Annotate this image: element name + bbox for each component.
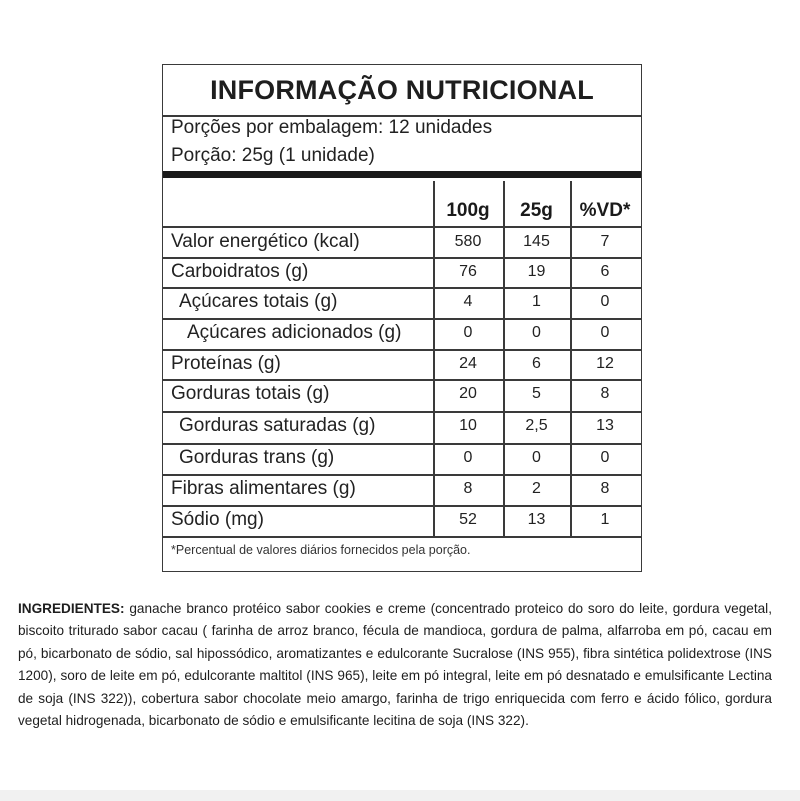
cell-vd: 0 [600, 324, 610, 341]
row-divider [163, 474, 641, 476]
row-label-total-fat: Gorduras totais (g) [171, 383, 330, 404]
nutrition-title: INFORMAÇÃO NUTRICIONAL [210, 75, 594, 105]
daily-value-footnote: *Percentual de valores diários fornecidos pela porção. [171, 543, 471, 557]
column-header-vd: %VD* [579, 200, 631, 221]
row-label-energy: Valor energético (kcal) [171, 231, 360, 252]
table-bottom-divider [163, 536, 641, 538]
ingredients-paragraph [18, 598, 772, 732]
thick-divider [163, 171, 641, 178]
cell-25g: 1 [532, 293, 541, 310]
cell-100g: 580 [454, 233, 482, 250]
cell-100g: 10 [459, 417, 477, 434]
row-label-carbs: Carboidratos (g) [171, 261, 309, 282]
column-header-100g: 100g [446, 200, 490, 221]
cell-vd: 12 [596, 355, 614, 372]
nutrition-facts-panel [162, 64, 642, 572]
row-divider [163, 443, 641, 445]
cell-100g: 0 [463, 324, 473, 341]
cell-25g: 0 [532, 324, 541, 341]
cell-vd: 8 [600, 385, 610, 402]
row-label-trans-fat: Gorduras trans (g) [179, 447, 335, 468]
cell-25g: 2,5 [525, 417, 548, 434]
row-divider [163, 287, 641, 289]
cell-100g: 52 [459, 511, 477, 528]
cell-25g: 145 [523, 233, 550, 250]
cell-vd: 0 [600, 293, 610, 310]
row-divider [163, 257, 641, 259]
cell-100g: 20 [459, 385, 477, 402]
row-label-total-sugars: Açúcares totais (g) [179, 291, 338, 312]
cell-25g: 6 [532, 355, 541, 372]
cell-100g: 76 [459, 263, 477, 280]
bottom-band [0, 790, 800, 801]
cell-vd: 0 [600, 449, 610, 466]
cell-25g: 0 [532, 449, 541, 466]
cell-100g: 8 [463, 480, 473, 497]
cell-25g: 13 [527, 511, 546, 528]
cell-vd: 6 [600, 263, 610, 280]
cell-vd: 8 [600, 480, 610, 497]
cell-100g: 0 [463, 449, 473, 466]
ingredients-heading: INGREDIENTES: [18, 601, 125, 616]
row-divider [163, 349, 641, 351]
row-divider [163, 505, 641, 507]
row-label-sodium: Sódio (mg) [171, 509, 264, 530]
serving-size: Porção: 25g (1 unidade) [171, 145, 375, 166]
row-divider [163, 318, 641, 320]
servings-per-package: Porções por embalagem: 12 unidades [171, 117, 493, 138]
cell-25g: 2 [532, 480, 541, 497]
row-label-fiber: Fibras alimentares (g) [171, 478, 356, 499]
cell-25g: 5 [532, 385, 541, 402]
header-divider [163, 226, 641, 228]
cell-25g: 19 [527, 263, 546, 280]
column-header-25g: 25g [520, 200, 553, 221]
ingredients-text: ganache branco protéico sabor cookies e creme (concentrado proteico do soro do leite, gordura vegetal, biscoito triturado sabor cacau ( farinha de arroz branco, fécula de mandioca, gordura de palma, alfarroba em pó, cacau em pó, bicarbonato de sódio, sal hipossódico, aromatizantes e edulcorante Sucralose (INS 955), fibra sintética polidextrose (INS 1200), soro de leite em pó, edulcorante maltitol (INS 965), leite em pó integral, leite em pó desnatado e emulsificante Lectina de soja (INS 322)), cobertura sabor chocolate meio amargo, farinha de trigo enriquecida com ferro e ácido fólico, gordura vegetal hidrogenada, bicarbonato de sódio e emulsificante lecitina de soja (INS 322). [18, 601, 772, 729]
row-label-added-sugars: Açúcares adicionados (g) [187, 322, 402, 343]
cell-100g: 4 [463, 293, 473, 310]
cell-100g: 24 [459, 355, 477, 372]
row-label-saturated-fat: Gorduras saturadas (g) [179, 415, 376, 436]
row-divider [163, 379, 641, 381]
cell-vd: 13 [596, 417, 614, 434]
row-label-protein: Proteínas (g) [171, 353, 281, 374]
row-divider [163, 411, 641, 413]
cell-vd: 1 [600, 511, 610, 528]
cell-vd: 7 [600, 233, 610, 250]
